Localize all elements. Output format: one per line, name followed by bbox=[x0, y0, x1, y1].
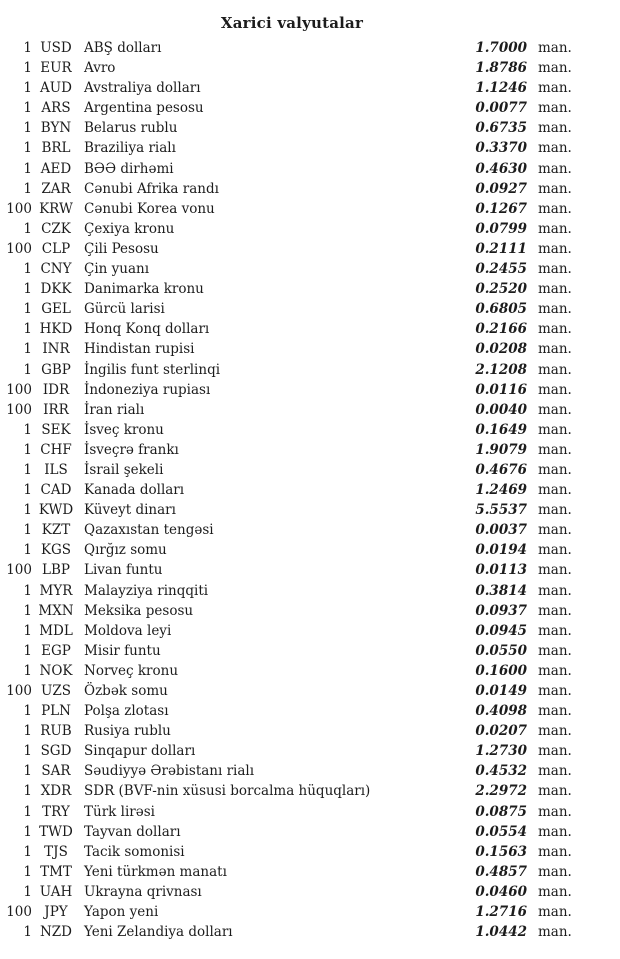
currency-name: İndoneziya rupiası bbox=[84, 381, 211, 398]
currency-name: Livan funtu bbox=[84, 562, 163, 579]
quantity: 1 bbox=[23, 301, 32, 318]
table-row bbox=[6, 560, 578, 580]
unit-label: man. bbox=[538, 683, 572, 699]
currency-code: BRL bbox=[41, 140, 71, 157]
unit-label: man. bbox=[538, 321, 572, 338]
exchange-rate: 0.4098 bbox=[475, 703, 527, 720]
currency-code: UZS bbox=[40, 683, 71, 699]
unit-label: man. bbox=[538, 783, 572, 800]
currency-name: Sinqapur dolları bbox=[84, 743, 196, 760]
exchange-rate: 0.0116 bbox=[475, 381, 527, 398]
currency-name: Özbək somu bbox=[84, 683, 168, 699]
currency-code: LBP bbox=[42, 562, 70, 579]
exchange-rate: 0.1563 bbox=[475, 843, 527, 860]
unit-label: man. bbox=[538, 60, 572, 77]
table-row bbox=[6, 822, 578, 842]
table-row bbox=[6, 138, 578, 158]
quantity: 100 bbox=[6, 240, 32, 257]
unit-label: man. bbox=[538, 843, 572, 860]
currency-code: DKK bbox=[40, 281, 72, 298]
quantity: 1 bbox=[23, 421, 32, 438]
unit-label: man. bbox=[538, 924, 572, 941]
exchange-rate: 0.1267 bbox=[475, 200, 527, 217]
table-row bbox=[6, 118, 578, 138]
exchange-rate: 0.3814 bbox=[475, 582, 527, 599]
currency-name: Cənubi Korea vonu bbox=[84, 200, 215, 217]
currency-name: İsveç kronu bbox=[84, 421, 164, 438]
quantity: 1 bbox=[23, 823, 32, 840]
quantity: 1 bbox=[23, 281, 32, 298]
exchange-rate: 0.0208 bbox=[475, 341, 527, 358]
table-row bbox=[6, 781, 578, 801]
quantity: 1 bbox=[23, 220, 32, 237]
unit-label: man. bbox=[538, 80, 572, 97]
unit-label: man. bbox=[538, 381, 572, 398]
table-row bbox=[6, 319, 578, 339]
table-row bbox=[6, 661, 578, 681]
currency-name: Qırğız somu bbox=[84, 542, 167, 559]
unit-label: man. bbox=[538, 703, 572, 720]
quantity: 1 bbox=[23, 743, 32, 760]
quantity: 1 bbox=[23, 180, 32, 197]
currency-name: Avstraliya dolları bbox=[84, 80, 201, 97]
currency-code: IRR bbox=[43, 401, 69, 418]
unit-label: man. bbox=[538, 361, 572, 378]
unit-label: man. bbox=[538, 642, 572, 659]
table-row bbox=[6, 279, 578, 299]
exchange-rate: 0.0799 bbox=[475, 220, 527, 237]
currency-code: SAR bbox=[41, 763, 71, 780]
table-row bbox=[6, 380, 578, 400]
quantity: 1 bbox=[23, 120, 32, 137]
unit-label: man. bbox=[538, 602, 572, 619]
exchange-rate: 1.1246 bbox=[475, 80, 527, 97]
currency-name: Yeni türkmən manatı bbox=[84, 863, 227, 880]
exchange-rate: 0.2455 bbox=[475, 261, 527, 278]
quantity: 100 bbox=[6, 904, 32, 921]
currency-code: KWD bbox=[38, 502, 74, 519]
table-row bbox=[6, 922, 578, 942]
exchange-rate: 0.0554 bbox=[475, 823, 527, 840]
currency-code: AED bbox=[40, 160, 72, 177]
table-row bbox=[6, 601, 578, 621]
table-row bbox=[6, 802, 578, 822]
quantity: 1 bbox=[23, 924, 32, 941]
unit-label: man. bbox=[538, 100, 572, 117]
unit-label: man. bbox=[538, 240, 572, 257]
unit-label: man. bbox=[538, 763, 572, 780]
currency-code: JPY bbox=[44, 904, 68, 921]
quantity: 1 bbox=[23, 522, 32, 539]
currency-code: AUD bbox=[40, 80, 72, 97]
table-row bbox=[6, 520, 578, 540]
currency-name: Belarus rublu bbox=[84, 120, 178, 137]
currency-code: XDR bbox=[40, 783, 72, 800]
currency-name: Türk lirəsi bbox=[84, 803, 155, 820]
quantity: 1 bbox=[23, 883, 32, 900]
currency-code: EGP bbox=[41, 642, 71, 659]
currency-name: İngilis funt sterlinqi bbox=[84, 361, 221, 378]
currency-name: Çexiya kronu bbox=[84, 220, 175, 237]
currency-name: İran rialı bbox=[84, 401, 145, 418]
table-row bbox=[6, 500, 578, 520]
exchange-rate: 0.2166 bbox=[475, 321, 527, 338]
exchange-rate: 0.1649 bbox=[475, 421, 527, 438]
unit-label: man. bbox=[538, 904, 572, 921]
currency-code: HKD bbox=[39, 321, 73, 338]
table-row bbox=[6, 38, 578, 58]
unit-label: man. bbox=[538, 261, 572, 278]
currency-name: Çili Pesosu bbox=[84, 240, 159, 257]
currency-name: Küveyt dinarı bbox=[84, 502, 176, 519]
currency-code: GBP bbox=[41, 361, 71, 378]
currency-name: Tayvan dolları bbox=[84, 823, 181, 840]
currency-code: MYR bbox=[39, 582, 73, 599]
exchange-rate: 0.3370 bbox=[475, 140, 527, 157]
currency-code: CLP bbox=[41, 240, 71, 257]
exchange-rate: 0.4532 bbox=[475, 763, 527, 780]
unit-label: man. bbox=[538, 180, 572, 197]
table-row bbox=[6, 339, 578, 359]
unit-label: man. bbox=[538, 341, 572, 358]
unit-label: man. bbox=[538, 502, 572, 519]
currency-code: MDL bbox=[39, 622, 73, 639]
currency-code: PLN bbox=[41, 703, 71, 720]
currency-code: RUB bbox=[40, 723, 72, 740]
exchange-rate: 0.2111 bbox=[475, 240, 527, 257]
exchange-rate: 0.0937 bbox=[475, 602, 527, 619]
quantity: 1 bbox=[23, 441, 32, 458]
unit-label: man. bbox=[538, 803, 572, 820]
unit-label: man. bbox=[538, 401, 572, 418]
exchange-rate: 1.2716 bbox=[475, 904, 527, 921]
quantity: 100 bbox=[6, 562, 32, 579]
currency-code: UAH bbox=[39, 883, 73, 900]
unit-label: man. bbox=[538, 220, 572, 237]
unit-label: man. bbox=[538, 421, 572, 438]
exchange-rate: 0.0037 bbox=[475, 522, 527, 539]
unit-label: man. bbox=[538, 120, 572, 137]
unit-label: man. bbox=[538, 160, 572, 177]
currency-name: İsrail şekeli bbox=[84, 461, 164, 478]
unit-label: man. bbox=[538, 461, 572, 478]
unit-label: man. bbox=[538, 542, 572, 559]
currency-code: ARS bbox=[41, 100, 71, 117]
table-row bbox=[6, 159, 578, 179]
unit-label: man. bbox=[538, 140, 572, 157]
currency-code: CAD bbox=[40, 482, 72, 499]
table-row bbox=[6, 299, 578, 319]
quantity: 1 bbox=[23, 843, 32, 860]
unit-label: man. bbox=[538, 723, 572, 740]
currency-code: KRW bbox=[39, 200, 73, 217]
currency-name: İsveçrə frankı bbox=[84, 441, 179, 458]
currency-code: TMT bbox=[40, 863, 72, 880]
table-row bbox=[6, 681, 578, 701]
currency-name: Gürcü larisi bbox=[84, 301, 165, 318]
quantity: 1 bbox=[23, 662, 32, 679]
currency-name: Tacik somonisi bbox=[84, 843, 185, 860]
exchange-rate: 0.0149 bbox=[475, 683, 527, 699]
quantity: 1 bbox=[23, 461, 32, 478]
currency-code: GEL bbox=[41, 301, 71, 318]
unit-label: man. bbox=[538, 40, 572, 56]
currency-code: INR bbox=[42, 341, 70, 358]
table-row bbox=[6, 761, 578, 781]
currency-name: Meksika pesosu bbox=[84, 602, 194, 619]
exchange-rate: 0.4630 bbox=[475, 160, 527, 177]
table-row bbox=[6, 540, 578, 560]
exchange-rate: 0.0194 bbox=[475, 542, 527, 559]
table-row bbox=[6, 902, 578, 922]
exchange-rate: 0.2520 bbox=[475, 281, 527, 298]
table-row bbox=[6, 862, 578, 882]
unit-label: man. bbox=[538, 582, 572, 599]
exchange-rate: 0.0207 bbox=[475, 723, 527, 740]
table-row bbox=[6, 199, 578, 219]
quantity: 1 bbox=[23, 703, 32, 720]
quantity: 100 bbox=[6, 401, 32, 418]
unit-label: man. bbox=[538, 743, 572, 760]
unit-label: man. bbox=[538, 823, 572, 840]
quantity: 1 bbox=[23, 723, 32, 740]
table-row bbox=[6, 78, 578, 98]
currency-name: Çin yuanı bbox=[84, 261, 150, 278]
table-row bbox=[6, 842, 578, 862]
currency-code: MXN bbox=[38, 602, 74, 619]
unit-label: man. bbox=[538, 662, 572, 679]
exchange-rate: 0.0460 bbox=[475, 883, 527, 900]
exchange-rate: 2.1208 bbox=[475, 361, 527, 378]
exchange-rate: 0.0040 bbox=[475, 401, 527, 418]
quantity: 1 bbox=[23, 642, 32, 659]
currency-code: BYN bbox=[40, 120, 72, 137]
unit-label: man. bbox=[538, 562, 572, 579]
exchange-rate: 0.0945 bbox=[475, 622, 527, 639]
quantity: 1 bbox=[23, 622, 32, 639]
exchange-rate: 2.2972 bbox=[475, 783, 527, 800]
unit-label: man. bbox=[538, 522, 572, 539]
quantity: 1 bbox=[23, 341, 32, 358]
currency-code: KGS bbox=[40, 542, 72, 559]
quantity: 1 bbox=[23, 803, 32, 820]
unit-label: man. bbox=[538, 200, 572, 217]
table-row bbox=[6, 179, 578, 199]
exchange-rate: 1.9079 bbox=[475, 441, 527, 458]
quantity: 100 bbox=[6, 200, 32, 217]
table-row bbox=[6, 420, 578, 440]
currency-name: Qazaxıstan tengəsi bbox=[84, 522, 214, 539]
quantity: 1 bbox=[23, 40, 32, 56]
currency-code: ZAR bbox=[41, 180, 71, 197]
unit-label: man. bbox=[538, 482, 572, 499]
exchange-rate: 1.2730 bbox=[475, 743, 527, 760]
rates-table bbox=[6, 38, 578, 942]
table-row bbox=[6, 882, 578, 902]
currency-code: TJS bbox=[44, 843, 68, 860]
currency-name: Braziliya rialı bbox=[84, 140, 176, 157]
currency-code: SEK bbox=[41, 421, 71, 438]
currency-name: Misir funtu bbox=[84, 642, 161, 659]
exchange-rate: 0.4857 bbox=[475, 863, 527, 880]
exchange-rate: 1.0442 bbox=[475, 924, 527, 941]
exchange-rate: 5.5537 bbox=[475, 502, 527, 519]
table-row bbox=[6, 621, 578, 641]
table-row bbox=[6, 581, 578, 601]
table-row bbox=[6, 259, 578, 279]
quantity: 1 bbox=[23, 582, 32, 599]
page-title: Xarici valyutalar bbox=[220, 14, 364, 32]
quantity: 1 bbox=[23, 100, 32, 117]
exchange-rate: 0.1600 bbox=[475, 662, 527, 679]
quantity: 1 bbox=[23, 602, 32, 619]
currency-name: ABŞ dolları bbox=[84, 40, 162, 56]
quantity: 1 bbox=[23, 542, 32, 559]
currency-name: Cənubi Afrika randı bbox=[84, 180, 219, 197]
quantity: 1 bbox=[23, 863, 32, 880]
exchange-rate: 0.0875 bbox=[475, 803, 527, 820]
exchange-rate: 0.0113 bbox=[475, 562, 527, 579]
currency-code: NZD bbox=[39, 924, 73, 941]
unit-label: man. bbox=[538, 622, 572, 639]
table-row bbox=[6, 98, 578, 118]
table-row bbox=[6, 641, 578, 661]
currency-name: SDR (BVF-nin xüsusi borcalma hüquqları) bbox=[84, 783, 371, 800]
currency-code: TWD bbox=[39, 823, 73, 840]
quantity: 1 bbox=[23, 60, 32, 77]
exchange-rate: 1.8786 bbox=[475, 60, 527, 77]
unit-label: man. bbox=[538, 301, 572, 318]
quantity: 1 bbox=[23, 783, 32, 800]
quantity: 1 bbox=[23, 80, 32, 97]
currency-name: Kanada dolları bbox=[84, 482, 185, 499]
table-row bbox=[6, 360, 578, 380]
quantity: 1 bbox=[23, 482, 32, 499]
exchange-rate: 0.4676 bbox=[475, 461, 527, 478]
quantity: 1 bbox=[23, 140, 32, 157]
currency-code: EUR bbox=[40, 60, 72, 77]
table-row bbox=[6, 400, 578, 420]
currency-code: NOK bbox=[39, 662, 73, 679]
table-row bbox=[6, 721, 578, 741]
currency-code: IDR bbox=[42, 381, 70, 398]
unit-label: man. bbox=[538, 281, 572, 298]
table-row bbox=[6, 219, 578, 239]
currency-name: Yapon yeni bbox=[84, 904, 159, 921]
currency-code: USD bbox=[40, 40, 72, 56]
currency-name: Polşa zlotası bbox=[84, 703, 169, 720]
currency-name: Danimarka kronu bbox=[84, 281, 204, 298]
currency-code: CZK bbox=[41, 220, 71, 237]
exchange-rate: 0.6735 bbox=[475, 120, 527, 137]
exchange-rate: 0.0077 bbox=[475, 100, 527, 117]
currency-code: CHF bbox=[40, 441, 72, 458]
table-row bbox=[6, 239, 578, 259]
quantity: 100 bbox=[6, 683, 32, 699]
quantity: 100 bbox=[6, 381, 32, 398]
quantity: 1 bbox=[23, 763, 32, 780]
exchange-rate: 0.0927 bbox=[475, 180, 527, 197]
currency-code: TRY bbox=[42, 803, 70, 820]
exchange-rate: 1.2469 bbox=[475, 482, 527, 499]
exchange-rate: 1.7000 bbox=[475, 40, 527, 56]
currency-name: Ukrayna qrivnası bbox=[84, 883, 202, 900]
table-row bbox=[6, 58, 578, 78]
currency-name: Hindistan rupisi bbox=[84, 341, 195, 358]
currency-name: Yeni Zelandiya dolları bbox=[84, 924, 233, 941]
quantity: 1 bbox=[23, 261, 32, 278]
currency-code: ILS bbox=[44, 461, 68, 478]
quantity: 1 bbox=[23, 361, 32, 378]
currency-name: Honq Konq dolları bbox=[84, 321, 210, 338]
table-row bbox=[6, 440, 578, 460]
unit-label: man. bbox=[538, 441, 572, 458]
unit-label: man. bbox=[538, 883, 572, 900]
currency-code: KZT bbox=[41, 522, 71, 539]
exchange-rate: 0.0550 bbox=[475, 642, 527, 659]
currency-code: CNY bbox=[40, 261, 72, 278]
currency-code: SGD bbox=[40, 743, 72, 760]
currency-name: Avro bbox=[84, 60, 116, 77]
currency-name: Norveç kronu bbox=[84, 662, 179, 679]
currency-name: Səudiyyə Ərəbistanı rialı bbox=[84, 763, 255, 780]
currency-name: BƏƏ dirhəmi bbox=[84, 160, 174, 177]
quantity: 1 bbox=[23, 160, 32, 177]
quantity: 1 bbox=[23, 321, 32, 338]
currency-name: Rusiya rublu bbox=[84, 723, 171, 740]
table-row bbox=[6, 741, 578, 761]
currency-name: Moldova leyi bbox=[84, 622, 172, 639]
exchange-rate: 0.6805 bbox=[475, 301, 527, 318]
unit-label: man. bbox=[538, 863, 572, 880]
currency-name: Malayziya rinqqiti bbox=[84, 582, 209, 599]
currency-name: Argentina pesosu bbox=[84, 100, 204, 117]
table-row bbox=[6, 460, 578, 480]
table-row bbox=[6, 480, 578, 500]
quantity: 1 bbox=[23, 502, 32, 519]
table-row bbox=[6, 701, 578, 721]
